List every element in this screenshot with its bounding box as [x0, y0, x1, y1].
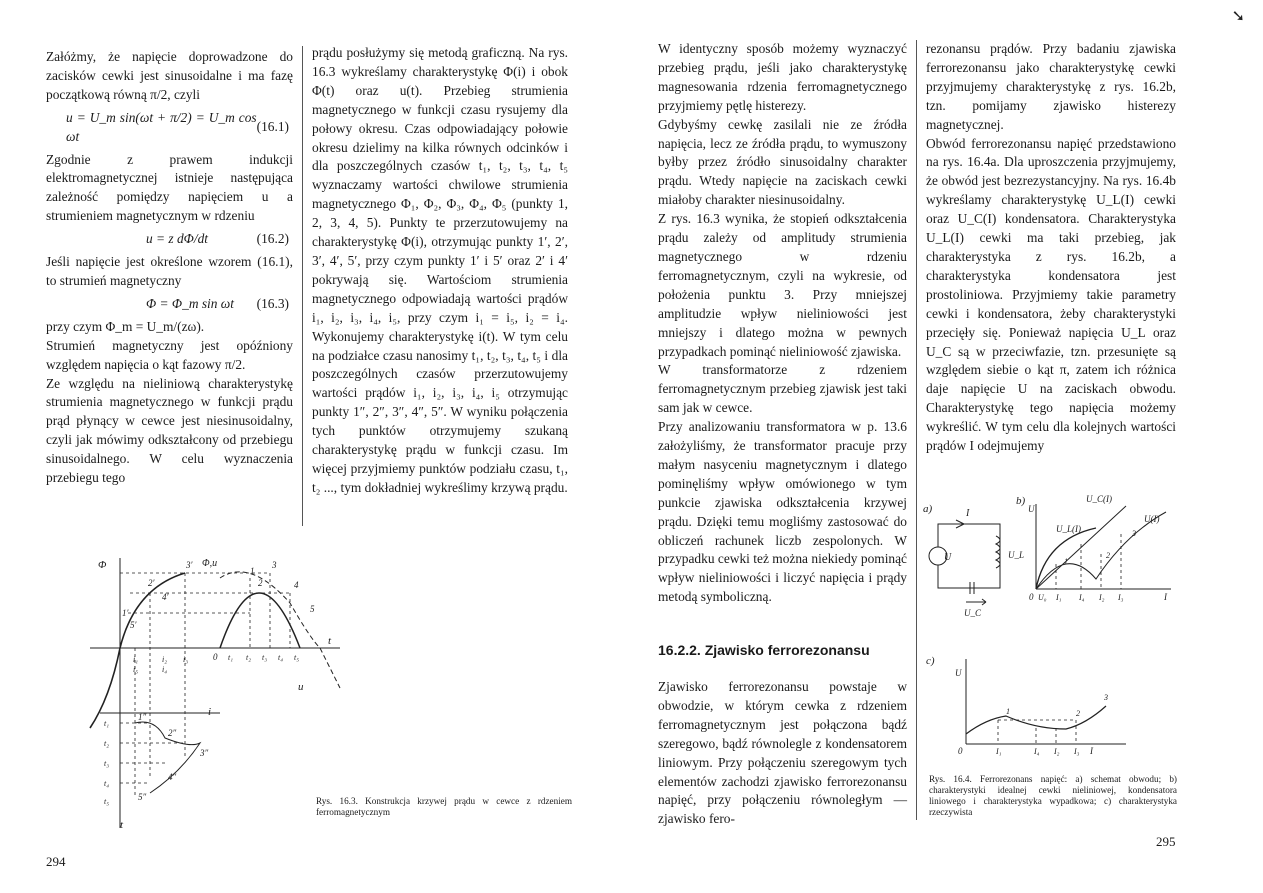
- equation-16-1: [46, 109, 293, 147]
- u-curve-label: U(I): [1144, 514, 1160, 524]
- i-axis-label: i: [208, 706, 212, 718]
- i2-label: i₂: [162, 655, 168, 664]
- t1-lower-label: t₁: [104, 719, 110, 728]
- figure-16-3-caption: Rys. 16.3. Konstrukcja krzywej prądu w cewce z rdzeniem ferromagnetycznym: [316, 796, 572, 817]
- t3-lower-label: t₃: [104, 759, 110, 768]
- i2-label: I₂: [1099, 593, 1105, 602]
- paragraph: W transformatorze z rdzeniem ferromagnetycznym przebieg zjawisk jest taki sam jak w cewce.: [658, 362, 907, 416]
- column-divider: [916, 40, 917, 820]
- point-1-label-c: 1: [1006, 707, 1010, 716]
- i4-label: I₄: [1079, 593, 1085, 602]
- paragraph: przy czym Φ_m = U_m/(zω).: [46, 318, 205, 334]
- left-page-column-2: [312, 44, 568, 498]
- ul-curve-label: U_L(I): [1056, 524, 1081, 534]
- corner-arrow-icon: ➘: [1231, 8, 1245, 25]
- t1-label: t₁: [228, 653, 234, 662]
- right-page-column-1-continued: [658, 678, 907, 829]
- real-characteristic-chart: [966, 659, 1126, 744]
- paragraph: W identyczny sposób możemy wyznaczyć przebieg prądu, jeśli jako charakterystykę magnesowania rdzenia ferromagnetycznego przyjmiemy pętlę histerezy.: [658, 41, 907, 113]
- i4-label-c: I₄: [1034, 747, 1040, 756]
- i3-label: I₃: [1118, 593, 1124, 602]
- paragraph: Zjawisko ferrorezonansu powstaje w obwodzie, w którym cewka z rdzeniem ferromagnetycznym jest połączona bądź szeregowo, bądź równolegle z kondensatorem liniowym. Przy połączeniu szeregowym tych elementów zachodzi zjawisko ferrorezonansu napięć, przy połączeniu równoległym — zjawisko fero-: [658, 679, 907, 827]
- magnetization-curve: [90, 573, 185, 728]
- point-5a-label: 5′: [130, 620, 137, 630]
- i2-label-c: I₂: [1054, 747, 1060, 756]
- circuit-schematic: [929, 520, 1000, 605]
- point-3-label-c: 3: [1104, 693, 1108, 702]
- t2-label: t₂: [246, 653, 252, 662]
- page-number-right: 295: [1156, 834, 1176, 849]
- point-5-label: 5: [310, 604, 315, 614]
- right-page-column-1: [658, 40, 907, 607]
- capacitor-voltage-label: U_C: [964, 608, 982, 618]
- t4-lower-label: t₄: [104, 779, 110, 788]
- label-a: a): [923, 503, 933, 515]
- point-5b-label: 5″: [138, 792, 147, 802]
- phi-label: Φ: [98, 559, 107, 571]
- paragraph: Z rys. 16.3 wynika, że stopień odkształcenia prądu zależy od amplitudy strumienia magnetycznego w rdzeniu ferromagnetycznym, czyli na wykresie, od położenia punktu 3. Przy mniejszej amplitudzie wpływ nieliniowości jest mniejszy i dlatego można w pewnych przypadkach pominąć nieliniowość zjawiska.: [658, 211, 907, 359]
- point-2b-label: 2″: [168, 728, 177, 738]
- origin-label: 0: [213, 652, 218, 662]
- point-2-label: 2: [1106, 551, 1110, 560]
- i3-label-c: I₃: [1074, 747, 1080, 756]
- paragraph: Obwód ferrorezonansu napięć przedstawiono na rys. 16.4a. Dla uproszczenia przyjmujemy, że obwód jest bezrezystancyjny. Na rys. 16.4b wykreślamy charakterystykę U_L(I) cewki oraz U_C(I) kondensatora. Charakterystyka U_L(I) cewki ma taki przebieg, jak charakterystyka z rys. 16.2b, a charakterystyka kondensatora jest prostoliniowa. Przyjmiemy takie parametry cewki i kondensatora, żeby charakterystyki przecięły się. Ponieważ napięcia U_L oraz U_C są w przeciwfazie, tzn. przesunięte są względem siebie o kąt π, zatem ich różnica daje napięcie U na zaciskach obwodu. Charakterystykę tego napięcia możemy wykreślić. W tym celu dla kolejnych wartości prądów I odejmujemy: [926, 135, 1176, 454]
- left-page: [0, 0, 631, 893]
- equation-text: Φ = Φ_m sin ωt: [146, 295, 234, 311]
- inductor-voltage-label: U_L: [1008, 550, 1025, 560]
- t3-label: t₃: [262, 653, 268, 662]
- point-1b-label: 1″: [138, 712, 147, 722]
- equation-number: (16.1): [256, 119, 289, 135]
- figure-16-3: [90, 548, 350, 838]
- axis-u-label-c: U: [955, 668, 962, 678]
- i1-label: I₁: [1056, 593, 1062, 602]
- point-2-label-c: 2: [1076, 709, 1080, 718]
- t-label-lower: t: [120, 819, 124, 831]
- point-1-label: 1: [250, 566, 255, 576]
- right-page-column-2: [926, 40, 1176, 456]
- paragraph: Gdybyśmy cewkę zasilali nie ze źródła napięcia, lecz ze źródła prądu, to wymuszony byłby przez źródło sinusoidalny charakter prądu. Wtedy napięcie na zaciskach cewki miałoby charakter niesinusoidalny.: [658, 116, 907, 208]
- point-3a-label: 3′: [186, 560, 193, 570]
- paragraph: Zgodnie z prawem indukcji elektromagnetycznej istnieje następująca zależność pomiędzy napięciem u a strumieniem magnetycznym w rdzeniu: [46, 151, 293, 224]
- current-label: I: [966, 508, 970, 519]
- i4-label: i₄: [162, 665, 168, 674]
- i-axis-label-c: I: [1090, 746, 1093, 756]
- i5-label: i₅: [133, 665, 139, 674]
- t-axis-label: t: [328, 635, 332, 647]
- t5-label: t₅: [294, 653, 300, 662]
- section-heading: 16.2.2. Zjawisko ferrorezonansu: [658, 642, 870, 658]
- point-4a-label: 4′: [162, 592, 169, 602]
- left-page-column-1: [46, 48, 293, 488]
- origin-label-c: 0: [958, 746, 963, 756]
- equation-text: u = U_m sin(ωt + π/2) = U_m cos ωt: [66, 109, 257, 144]
- paragraph: Jeśli napięcie jest określone wzorem (16.1), to strumień magnetyczny: [46, 254, 293, 288]
- point-4-label: 4: [294, 580, 299, 590]
- label-c: c): [926, 655, 935, 667]
- equation-text: u = z dΦ/dt: [146, 231, 209, 247]
- i3-label: i₃: [183, 655, 189, 664]
- t2-lower-label: t₂: [104, 739, 110, 748]
- paragraph: Ze względu na nieliniową charakterystykę strumienia magnetycznego w funkcji prądu prąd płynący w cewce jest niesinusoidalny, czyli jak mówimy odkształcony od przebiegu sinusoidalnego. W celu wyznaczenia przebiegu tego: [46, 375, 293, 486]
- phi-u-label: Φ,u: [202, 558, 218, 569]
- page-number-left: 294: [46, 854, 66, 869]
- equation-number: (16.3): [256, 295, 289, 311]
- equation-16-2: [46, 230, 293, 249]
- point-3-label: 3: [1132, 529, 1136, 538]
- i1-label-c: I₁: [996, 747, 1002, 756]
- t5-lower-label: t₅: [104, 797, 110, 806]
- equation-number: (16.2): [256, 231, 289, 247]
- voltage-curve: [220, 572, 340, 688]
- label-b: b): [1016, 495, 1026, 507]
- point-1a-label: 1′: [122, 608, 129, 618]
- i-axis-label: I: [1164, 592, 1167, 602]
- paragraph: prądu posłużymy się metodą graficzną. Na rys. 16.3 wykreślamy charakterystykę Φ(i) i obok Φ(t) oraz u(t). Przebieg strumienia magnetycznego w funkcji czasu rysujemy dla połowy okresu. Czas odpowiadający połowie okresu dzielimy na kilka równych odcinków i dla poszczególnych czasów t₁, t₂, t₃, t₄, t₅ wyznaczamy wartości chwilowe strumienia magnetycznego Φ₁, Φ₂, Φ₃, Φ₄, Φ₅ (punkty 1, 2, 3, 4, 5). Punkty te przerzutowujemy na charakterystykę Φ(i), otrzymując punkty 1′, 2′, 3′, 4′, 5′, przy czym punkty 1′ i 5′ oraz 2′ i 4′ pokrywają się. Wartościom strumienia magnetycznego odpowiadają wartości prądów i₁, i₂, i₃, i₄, i₅, przy czym i₁ = i₅, i₂ = i₄. Wykonujemy charakterystykę i(t). W tym celu na podziałce czasu nanosimy t₁, t₂, t₃, t₄, t₅ i dla poszczególnych czasów przerzutowujemy wartości prądów i₁, i₂, i₃, i₄, i₅ otrzymując punkty 1″, 2″, 3″, 4″, 5″. W wyniku połączenia tych punktów otrzymujemy szukaną charakterystykę prądu w funkcji czasu. Im więcej przyjmiemy punktów podziału czasu, t₁, t₂ ..., tym dokładniej wykreślimy krzywą prądu.: [312, 45, 568, 495]
- axis-u-label: U: [1028, 504, 1035, 514]
- figure-16-4: [923, 484, 1176, 764]
- point-2-label: 2: [258, 578, 263, 588]
- u0-label: U₀: [1038, 593, 1047, 602]
- point-3-label: 3: [272, 560, 277, 570]
- column-divider: [302, 46, 303, 526]
- point-4b-label: 4″: [168, 772, 177, 782]
- point-2a-label: 2′: [148, 578, 155, 588]
- u-label: u: [298, 681, 304, 693]
- equation-16-3: [46, 295, 293, 314]
- uc-curve-label: U_C(I): [1086, 494, 1112, 504]
- flux-curve: [220, 593, 300, 648]
- paragraph: Strumień magnetyczny jest opóźniony względem napięcia o kąt fazowy π/2.: [46, 337, 293, 372]
- origin-label: 0: [1029, 592, 1034, 602]
- t4-label: t₄: [278, 653, 284, 662]
- figure-16-4-caption: Rys. 16.4. Ferrorezonans napięć: a) schemat obwodu; b) charakterystyki idealnej cewki nieliniowej, kondensatora liniowego i charakterystyka wypadkowa; c) charakterystyka rzeczywista: [929, 774, 1177, 817]
- paragraph: Załóżmy, że napięcie doprowadzone do zacisków cewki jest sinusoidalne i ma fazę początkową równą π/2, czyli: [46, 49, 293, 102]
- paragraph: Przy analizowaniu transformatora w p. 13.6 założyliśmy, że transformator pracuje przy małym nasyceniu magnetycznym i dlatego pominęliśmy wpływ omówionego w tym punkcie zjawiska odkształcenia krzywej prądu. Dzięki temu mogliśmy zastosować do obliczeń rachunek liczb zespolonych. W przypadku cewki też można niekiedy pominąć wpływ nieliniowości i liczyć napięcia i prądy metodą symboliczną.: [658, 419, 907, 605]
- point-3b-label: 3″: [200, 748, 209, 758]
- right-page: [631, 0, 1263, 893]
- voltage-label: U: [944, 552, 952, 563]
- i1-label: i₁: [133, 655, 139, 664]
- paragraph: rezonansu prądów. Przy badaniu zjawiska ferrorezonansu jako charakterystykę cewki przyjmujemy charakterystykę z rys. 16.2b, tzn. pomijamy zjawisko histerezy magnetycznej.: [926, 41, 1176, 132]
- point-1-label: 1: [1064, 557, 1068, 566]
